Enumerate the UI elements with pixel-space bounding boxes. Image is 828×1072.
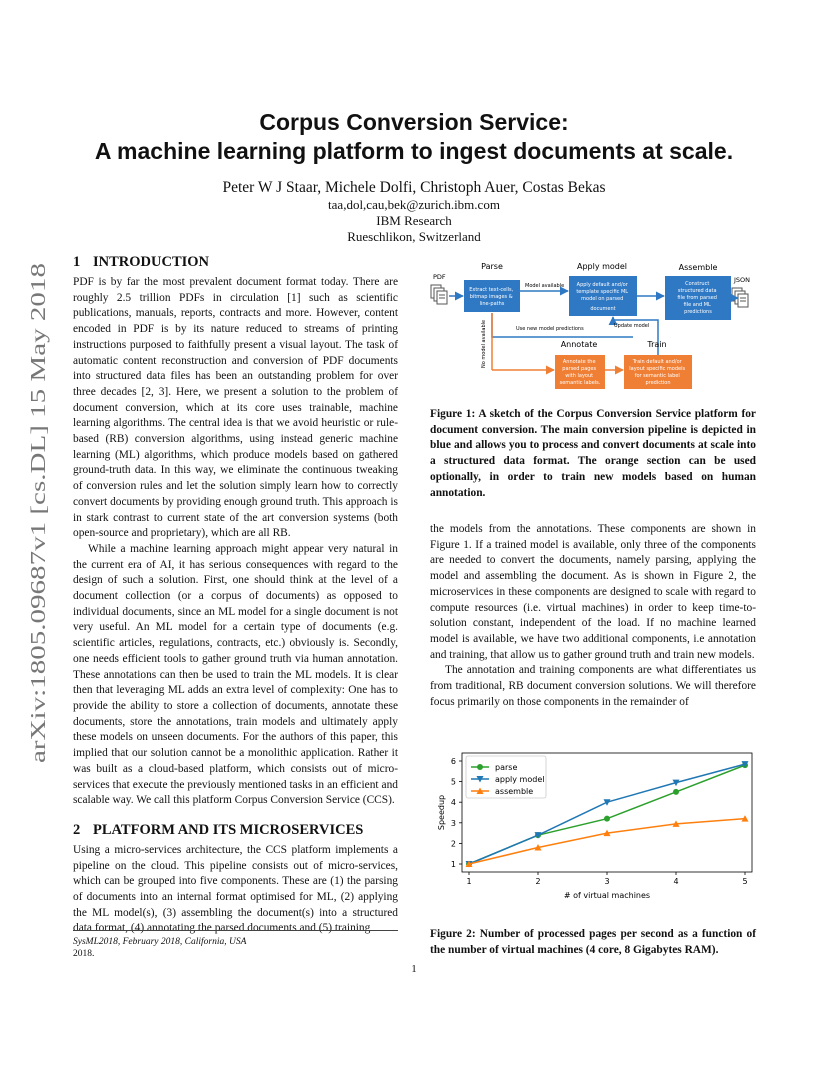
page-number: 1: [411, 963, 417, 975]
footnote: [73, 936, 398, 960]
paragraph: PDF is by far the most prevalent document format today. There are roughly 2.5 trillion PDFs in circulation [1] such as scientific publications, manuals, reports, contracts and more. However, content encoded in PDF is by its nature reduced to streams of printing instructions purposed to faithfully present a visual layout. The task of automatic content reconstruction and conversion of PDF documents into structured data files has been an outstanding problem for over three decades [2, 3]. Here, we present a solution to the problem of document conversion, which at its core uses trainable, machine learning algorithms. The central idea is that we avoid heuristic or rule-based (RB) conversion algorithms, using instead generic machine learning (ML) algorithms, which produce models based on gathered ground-truth data. In this way, we eliminate the continuous tweaking of conversion rules and let the solution simply learn how to correctly convert documents by providing enough ground truth. This approach is in stark contrast to current state of the art conversion systems (both open-source and proprietary), which are all RB.: [73, 276, 398, 540]
paper-title-line-1: Corpus Conversion Service:: [259, 109, 569, 135]
train-box-text: Train default and/or layout specific models for semantic label prediction: [629, 359, 686, 386]
data-point: [604, 799, 611, 806]
section-title: PLATFORM AND ITS MICROSERVICES: [93, 821, 364, 838]
label-model-available: Model available: [525, 283, 565, 289]
x-tick-label: 2: [535, 877, 541, 886]
label-annotate: Annotate: [560, 340, 598, 349]
data-point: [673, 789, 679, 795]
right-column: [430, 522, 756, 710]
label-json: JSON: [734, 276, 751, 284]
section-platform: [73, 821, 398, 937]
section-heading: [73, 821, 398, 839]
section-number: 2: [73, 821, 81, 838]
assemble-box-text: Construct structured data file from parsed file and ML predictions: [677, 281, 717, 315]
annotate-box-text: Annotate the parsed pages with layout semantic labels.: [559, 359, 601, 386]
arrow-use-new-model: [492, 313, 633, 337]
footnote-divider: [73, 930, 398, 931]
author-list: Peter W J Staar, Michele Dolfi, Christoph Auer, Costas Bekas: [222, 179, 606, 196]
legend-label: apply model: [495, 775, 545, 784]
figure-1-caption: Figure 1: A sketch of the Corpus Conversion Service platform for document conversion. The main conversion pipeline is depicted in blue and allows you to process and convert documents at scale into a structured data format. The orange section can be used optionally, in order to train new models based on human annotation.: [430, 408, 756, 499]
section-heading: [73, 253, 398, 271]
label-train: Train: [647, 340, 667, 349]
section-number: 1: [73, 254, 81, 270]
parse-box-text: Extract text-cells, bitmap images & line-paths: [469, 287, 514, 307]
arxiv-identifier: [23, 255, 53, 765]
stage-label-parse: Parse: [481, 262, 503, 271]
label-update-model: Update model: [614, 323, 650, 329]
stage-label-assemble: Assemble: [678, 263, 718, 272]
year-line: 2018.: [73, 949, 95, 959]
y-tick-label: 4: [450, 798, 456, 808]
left-column: [73, 253, 398, 937]
section-title: INTRODUCTION: [93, 254, 210, 270]
y-tick-label: 5: [450, 777, 456, 787]
series-line-assemble: [469, 819, 745, 864]
legend-label: assemble: [495, 787, 534, 796]
stage-label-apply-model: Apply model: [576, 262, 628, 271]
pdf-documents-icon: [431, 285, 447, 304]
label-no-model-available: No model available: [481, 319, 487, 368]
x-tick-label: 5: [742, 877, 748, 886]
figure-2-chart: [432, 745, 762, 910]
data-point: [477, 764, 483, 770]
figure-1-diagram: [428, 258, 758, 398]
x-tick-label: 1: [466, 877, 472, 886]
paper-title-line-2: A machine learning platform to ingest documents at scale.: [94, 138, 734, 164]
paragraph: While a machine learning approach might appear very natural in the current era of AI, it has serious consequences with regard to the design of such a solution. First, one should think at the level of a document collection (or a corpus of documents) as opposed to individual documents, since an ML model for a single document is not very useful. An ML model for a certain type of documents (e.g. scientific articles, regulations, contracts, etc.) obviously is. Secondly, one needs efficient tools to gather ground truth via human annotation. These annotations can then be used to train the ML models. It is clear then that leveraging ML adds an extra level of complexity: One has to provide the ability to store a collection of documents, annotate these documents, store the annotations, train models and ultimately apply these models on unseen documents. For the authors of this paper, this implied that our solution cannot be a monolithic application. Rather it was built as a cloud-based platform, which consists out of micro-services that execute the previously mentioned tasks in an efficient and scalable way. We call this platform Corpus Conversion Service (CCS).: [73, 542, 398, 807]
author-email: taa,dol,cau,bek@zurich.ibm.com: [328, 197, 500, 212]
paper-header: [60, 108, 768, 245]
location: Rueschlikon, Switzerland: [347, 229, 481, 244]
x-axis-label: # of virtual machines: [563, 891, 651, 900]
y-tick-label: 3: [450, 818, 456, 828]
label-use-new-model: Use new model predictions: [516, 326, 584, 332]
data-point: [604, 816, 610, 822]
x-tick-label: 4: [673, 877, 679, 886]
y-tick-label: 2: [450, 839, 456, 849]
apply-model-box-text: Apply default and/or template specific ML model on parsed document: [576, 282, 629, 312]
figure-2-caption: Figure 2: Number of processed pages per second as a function of the number of virtual machines (4 core, 8 Gigabytes RAM).: [430, 928, 756, 956]
y-tick-label: 1: [450, 860, 456, 869]
venue-line: SysML2018, February 2018, California, USA: [73, 937, 247, 947]
institution: IBM Research: [376, 213, 452, 228]
x-tick-label: 3: [604, 877, 610, 886]
label-pdf: PDF: [433, 273, 446, 281]
arxiv-identifier-text: arXiv:1805.09687v1 [cs.DL] 15 May 2018: [26, 392, 50, 763]
paragraph: the models from the annotations. These components are shown in Figure 1. If a trained model is available, only three of the components are needed to convert the documents, namely parsing, applying the model and assembling the document. As is shown in Figure 2, the microservices in these components are designed to scale with regard to compute resources (i.e. virtual machines) in order to keep time-to-solution constant, independent of the load. If no machine learned model is available, we have two additional components, i.e annotation and training, that allow us to gather ground truth and train new models.: [430, 523, 756, 661]
y-axis-label: Speedup: [437, 794, 446, 831]
paragraph: The annotation and training components are what differentiates us from traditional, RB document conversion solutions. We will therefore focus primarily on those components in the remainder of: [430, 664, 756, 708]
legend-label: parse: [495, 763, 518, 772]
section-introduction: [73, 253, 398, 809]
paragraph: Using a micro-services architecture, the CCS platform implements a pipeline on the cloud. This pipeline consists out of micro-services, which can be grouped into five components. These are (1) the parsing of documents into an internal format optimised for ML, (2) applying the ML model(s), (3) assembling the document(s) into a structured data format, (4) annotating the parsed documents and (5) training: [73, 843, 398, 935]
y-tick-label: 6: [450, 757, 456, 766]
